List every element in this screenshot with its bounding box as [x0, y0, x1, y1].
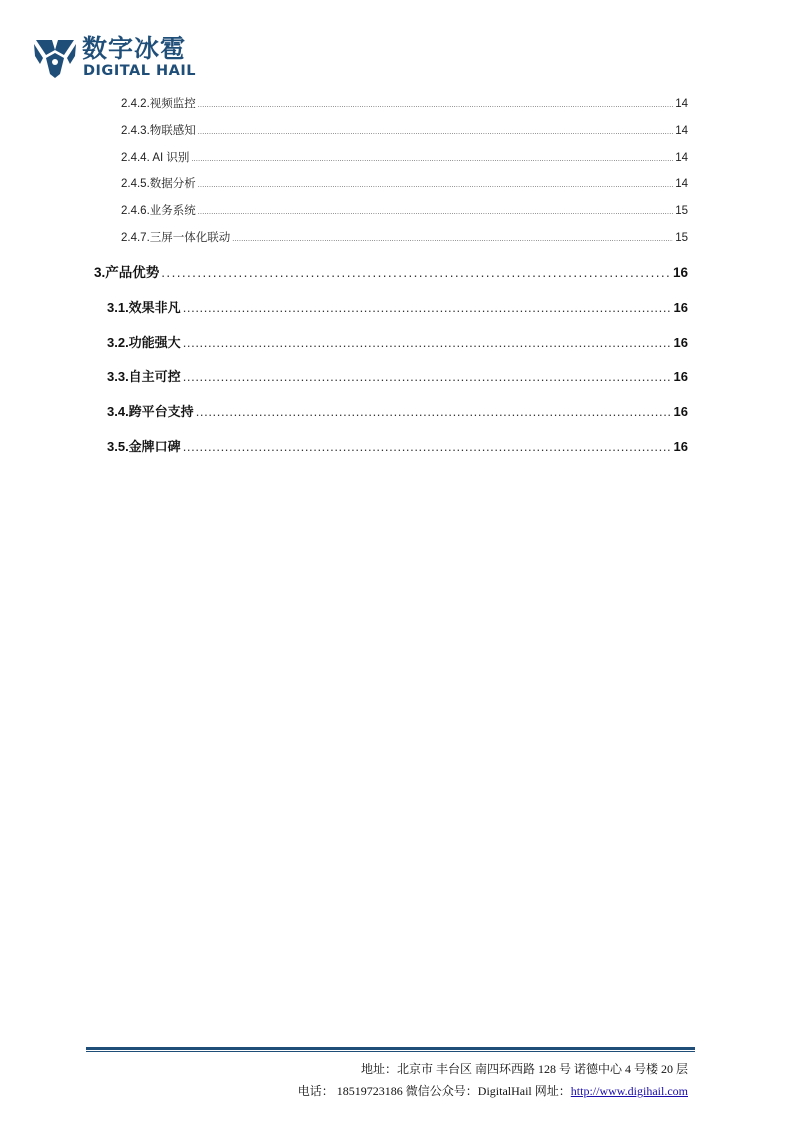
toc-leader [232, 236, 673, 243]
toc-entry-page: 15 [675, 232, 688, 244]
toc-entry[interactable] [107, 332, 688, 351]
toc-entry-label: 3.5.金牌口碑 [107, 439, 181, 454]
toc-section[interactable] [94, 261, 688, 281]
toc-section-page: 16 [672, 265, 688, 280]
toc-entry[interactable] [121, 149, 688, 165]
company-logo [32, 34, 207, 82]
toc-leader [161, 265, 671, 280]
logo-chinese-name: 数字冰雹 [82, 34, 187, 63]
toc-leader [198, 102, 673, 109]
toc-entry-label: 2.4.2.视频监控 [121, 98, 196, 110]
toc-entry-label: 3.2.功能强大 [107, 335, 181, 350]
toc-entry-label: 2.4.6.业务系统 [121, 205, 196, 217]
logo-english-name: DIGITAL HAIL [83, 63, 196, 79]
toc-entry[interactable] [121, 202, 688, 218]
footer-divider [86, 1047, 695, 1050]
toc-leader [198, 182, 673, 189]
footer-address: 地址：北京市 丰台区 南四环西路 128 号 诺德中心 4 号楼 20 层 [360, 1062, 688, 1076]
toc-entry-page: 16 [673, 369, 688, 384]
toc-entry-page: 16 [673, 335, 688, 350]
toc-leader [198, 129, 673, 136]
toc-entry[interactable] [107, 401, 688, 420]
footer-divider-thin [86, 1051, 695, 1052]
toc-entry-label: 2.4.3.物联感知 [121, 125, 196, 137]
toc-entry-page: 16 [673, 300, 688, 315]
toc-entry[interactable] [121, 175, 688, 191]
toc-section-label: 3.产品优势 [94, 265, 160, 280]
toc-leader [191, 156, 673, 163]
toc-leader [196, 404, 672, 419]
toc-entry[interactable] [121, 95, 688, 111]
toc-entry-label: 2.4.4. AI 识别 [121, 152, 190, 164]
toc-entry-page: 14 [675, 152, 688, 164]
snowflake-logo-icon [32, 36, 78, 80]
toc-entry-page: 16 [673, 404, 688, 419]
toc-entry-page: 15 [675, 205, 688, 217]
toc-leader [183, 369, 672, 384]
toc-entry-label: 3.3.自主可控 [107, 369, 181, 384]
toc-leader [198, 209, 673, 216]
toc-entry-page: 14 [675, 178, 688, 190]
toc-entry-page: 14 [675, 125, 688, 137]
toc-entry[interactable] [121, 122, 688, 138]
toc-entry[interactable] [107, 366, 688, 385]
toc-entry[interactable] [121, 229, 688, 245]
footer-contact [298, 1082, 688, 1099]
toc-entry-label: 3.1.效果非凡 [107, 300, 181, 315]
toc-entry-label: 3.4.跨平台支持 [107, 404, 194, 419]
toc-entry-page: 16 [673, 439, 688, 454]
toc-leader [183, 300, 672, 315]
toc-entry[interactable] [107, 436, 688, 455]
toc-leader [183, 335, 672, 350]
footer-contact-text: 电话： 18519723186 微信公众号：DigitalHail 网址： [297, 1084, 571, 1098]
toc-entry-label: 2.4.7.三屏一体化联动 [121, 232, 231, 244]
toc-entry-label: 2.4.5.数据分析 [121, 178, 196, 190]
toc-entry[interactable] [107, 297, 688, 316]
website-link[interactable]: http://www.digihail.com [570, 1084, 688, 1098]
toc-leader [183, 439, 672, 454]
toc-entry-page: 14 [675, 98, 688, 110]
